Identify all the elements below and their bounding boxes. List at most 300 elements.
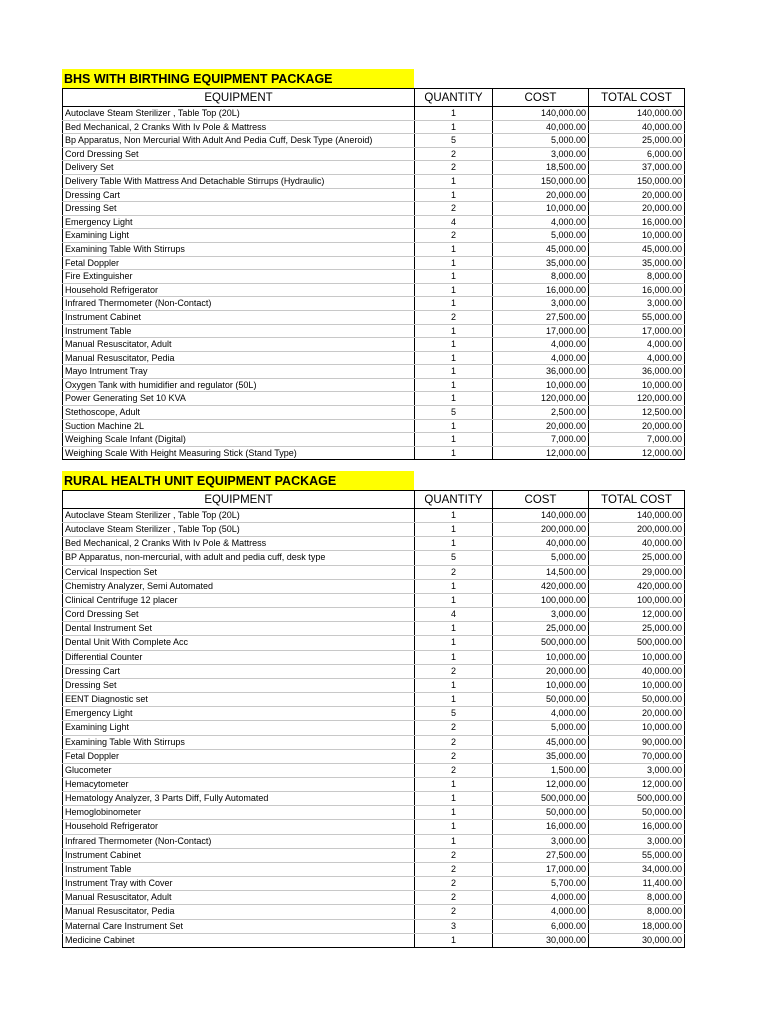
- quantity-cell: 2: [415, 749, 493, 763]
- total-cost-cell: 25,000.00: [589, 134, 685, 148]
- total-cost-cell: 8,000.00: [589, 891, 685, 905]
- cost-cell: 35,000.00: [493, 256, 589, 270]
- total-cost-cell: 150,000.00: [589, 174, 685, 188]
- total-cost-cell: 120,000.00: [589, 392, 685, 406]
- total-cost-cell: 3,000.00: [589, 763, 685, 777]
- quantity-cell: 1: [415, 174, 493, 188]
- total-cost-cell: 25,000.00: [589, 622, 685, 636]
- equipment-cell: Examining Table With Stirrups: [63, 242, 415, 256]
- cost-cell: 20,000.00: [493, 419, 589, 433]
- quantity-cell: 1: [415, 650, 493, 664]
- cost-cell: 3,000.00: [493, 297, 589, 311]
- total-cost-cell: 140,000.00: [589, 107, 685, 121]
- cost-cell: 27,500.00: [493, 310, 589, 324]
- table-row: [63, 107, 685, 121]
- equipment-cell: Manual Resuscitator, Pedia: [63, 905, 415, 919]
- cost-cell: 20,000.00: [493, 664, 589, 678]
- equipment-cell: Instrument Table: [63, 324, 415, 338]
- equipment-cell: Examining Light: [63, 721, 415, 735]
- quantity-cell: 1: [415, 622, 493, 636]
- table-row: [63, 735, 685, 749]
- header-total-cost: TOTAL COST: [589, 89, 685, 107]
- quantity-cell: 1: [415, 792, 493, 806]
- total-cost-cell: 55,000.00: [589, 848, 685, 862]
- table-row: [63, 763, 685, 777]
- table-row: [63, 608, 685, 622]
- total-cost-cell: 29,000.00: [589, 565, 685, 579]
- cost-cell: 140,000.00: [493, 107, 589, 121]
- total-cost-cell: 34,000.00: [589, 862, 685, 876]
- equipment-cell: Fetal Doppler: [63, 749, 415, 763]
- quantity-cell: 1: [415, 806, 493, 820]
- total-cost-cell: 10,000.00: [589, 229, 685, 243]
- table-row: [63, 419, 685, 433]
- total-cost-cell: 50,000.00: [589, 806, 685, 820]
- equipment-cell: Instrument Table: [63, 862, 415, 876]
- quantity-cell: 1: [415, 256, 493, 270]
- cost-cell: 50,000.00: [493, 693, 589, 707]
- quantity-cell: 4: [415, 608, 493, 622]
- table-row: [63, 862, 685, 876]
- equipment-cell: Instrument Cabinet: [63, 848, 415, 862]
- cost-cell: 4,000.00: [493, 905, 589, 919]
- cost-cell: 1,500.00: [493, 763, 589, 777]
- table-row: [63, 324, 685, 338]
- equipment-cell: Maternal Care Instrument Set: [63, 919, 415, 933]
- quantity-cell: 1: [415, 523, 493, 537]
- cost-cell: 4,000.00: [493, 891, 589, 905]
- cost-cell: 5,000.00: [493, 229, 589, 243]
- equipment-cell: EENT Diagnostic set: [63, 693, 415, 707]
- cost-cell: 100,000.00: [493, 593, 589, 607]
- cost-cell: 140,000.00: [493, 509, 589, 523]
- cost-cell: 50,000.00: [493, 806, 589, 820]
- equipment-cell: Chemistry Analyzer, Semi Automated: [63, 579, 415, 593]
- cost-cell: 25,000.00: [493, 622, 589, 636]
- table-row: [63, 446, 685, 460]
- table-row: [63, 664, 685, 678]
- section-title: BHS WITH BIRTHING EQUIPMENT PACKAGE: [62, 69, 414, 88]
- equipment-cell: Autoclave Steam Sterilizer , Table Top (20L): [63, 509, 415, 523]
- cost-cell: 10,000.00: [493, 202, 589, 216]
- table-row: [63, 749, 685, 763]
- quantity-cell: 1: [415, 693, 493, 707]
- quantity-cell: 1: [415, 509, 493, 523]
- quantity-cell: 1: [415, 107, 493, 121]
- table-row: [63, 215, 685, 229]
- quantity-cell: 1: [415, 351, 493, 365]
- quantity-cell: 1: [415, 593, 493, 607]
- quantity-cell: 2: [415, 202, 493, 216]
- equipment-cell: Weighing Scale With Height Measuring Stick (Stand Type): [63, 446, 415, 460]
- quantity-cell: 1: [415, 537, 493, 551]
- total-cost-cell: 16,000.00: [589, 820, 685, 834]
- total-cost-cell: 10,000.00: [589, 378, 685, 392]
- cost-cell: 4,000.00: [493, 351, 589, 365]
- total-cost-cell: 16,000.00: [589, 215, 685, 229]
- header-quantity: QUANTITY: [415, 89, 493, 107]
- quantity-cell: 5: [415, 551, 493, 565]
- equipment-cell: Cord Dressing Set: [63, 147, 415, 161]
- cost-cell: 16,000.00: [493, 820, 589, 834]
- total-cost-cell: 4,000.00: [589, 338, 685, 352]
- equipment-cell: Power Generating Set 10 KVA: [63, 392, 415, 406]
- table-row: [63, 283, 685, 297]
- equipment-table: [62, 490, 685, 948]
- total-cost-cell: 6,000.00: [589, 147, 685, 161]
- table-row: [63, 551, 685, 565]
- quantity-cell: 1: [415, 636, 493, 650]
- equipment-cell: Autoclave Steam Sterilizer , Table Top (50L): [63, 523, 415, 537]
- quantity-cell: 1: [415, 188, 493, 202]
- equipment-cell: Emergency Light: [63, 215, 415, 229]
- total-cost-cell: 90,000.00: [589, 735, 685, 749]
- cost-cell: 4,000.00: [493, 215, 589, 229]
- total-cost-cell: 50,000.00: [589, 693, 685, 707]
- quantity-cell: 5: [415, 406, 493, 420]
- equipment-cell: Oxygen Tank with humidifier and regulator (50L): [63, 378, 415, 392]
- equipment-cell: Hematology Analyzer, 3 Parts Diff, Fully Automated: [63, 792, 415, 806]
- table-row: [63, 721, 685, 735]
- table-row: [63, 622, 685, 636]
- quantity-cell: 2: [415, 229, 493, 243]
- quantity-cell: 2: [415, 310, 493, 324]
- table-row: [63, 523, 685, 537]
- equipment-cell: Bed Mechanical, 2 Cranks With Iv Pole & Mattress: [63, 537, 415, 551]
- quantity-cell: 2: [415, 877, 493, 891]
- quantity-cell: 1: [415, 297, 493, 311]
- table-row: [63, 120, 685, 134]
- table-row: [63, 174, 685, 188]
- equipment-cell: Hemacytometer: [63, 777, 415, 791]
- cost-cell: 500,000.00: [493, 636, 589, 650]
- equipment-cell: Dressing Cart: [63, 188, 415, 202]
- total-cost-cell: 4,000.00: [589, 351, 685, 365]
- equipment-cell: Bed Mechanical, 2 Cranks With Iv Pole & Mattress: [63, 120, 415, 134]
- equipment-cell: Instrument Tray with Cover: [63, 877, 415, 891]
- total-cost-cell: 18,000.00: [589, 919, 685, 933]
- total-cost-cell: 3,000.00: [589, 297, 685, 311]
- table-row: [63, 406, 685, 420]
- bhs-equipment-section: [62, 69, 684, 460]
- quantity-cell: 2: [415, 891, 493, 905]
- equipment-cell: Delivery Table With Mattress And Detachable Stirrups (Hydraulic): [63, 174, 415, 188]
- equipment-cell: Medicine Cabinet: [63, 933, 415, 947]
- total-cost-cell: 30,000.00: [589, 933, 685, 947]
- quantity-cell: 1: [415, 678, 493, 692]
- total-cost-cell: 12,500.00: [589, 406, 685, 420]
- total-cost-cell: 20,000.00: [589, 202, 685, 216]
- table-row: [63, 693, 685, 707]
- table-row: [63, 433, 685, 447]
- equipment-cell: Infrared Thermometer (Non-Contact): [63, 834, 415, 848]
- total-cost-cell: 7,000.00: [589, 433, 685, 447]
- table-row: [63, 877, 685, 891]
- section-title: RURAL HEALTH UNIT EQUIPMENT PACKAGE: [62, 471, 414, 490]
- table-row: [63, 777, 685, 791]
- quantity-cell: 1: [415, 777, 493, 791]
- table-row: [63, 256, 685, 270]
- quantity-cell: 2: [415, 721, 493, 735]
- header-cost: COST: [493, 89, 589, 107]
- cost-cell: 500,000.00: [493, 792, 589, 806]
- equipment-cell: Suction Machine 2L: [63, 419, 415, 433]
- header-equipment: EQUIPMENT: [63, 89, 415, 107]
- table-row: [63, 188, 685, 202]
- total-cost-cell: 45,000.00: [589, 242, 685, 256]
- total-cost-cell: 10,000.00: [589, 650, 685, 664]
- cost-cell: 120,000.00: [493, 392, 589, 406]
- equipment-cell: Household Refrigerator: [63, 820, 415, 834]
- equipment-cell: Instrument Cabinet: [63, 310, 415, 324]
- cost-cell: 5,700.00: [493, 877, 589, 891]
- cost-cell: 8,000.00: [493, 270, 589, 284]
- quantity-cell: 1: [415, 283, 493, 297]
- quantity-cell: 1: [415, 270, 493, 284]
- equipment-cell: Autoclave Steam Sterilizer , Table Top (20L): [63, 107, 415, 121]
- table-row: [63, 565, 685, 579]
- total-cost-cell: 35,000.00: [589, 256, 685, 270]
- quantity-cell: 1: [415, 120, 493, 134]
- total-cost-cell: 17,000.00: [589, 324, 685, 338]
- table-row: [63, 678, 685, 692]
- total-cost-cell: 20,000.00: [589, 707, 685, 721]
- equipment-cell: Dental Unit With Complete Acc: [63, 636, 415, 650]
- table-row: [63, 310, 685, 324]
- quantity-cell: 1: [415, 579, 493, 593]
- quantity-cell: 1: [415, 338, 493, 352]
- table-row: [63, 919, 685, 933]
- equipment-cell: Fetal Doppler: [63, 256, 415, 270]
- cost-cell: 10,000.00: [493, 650, 589, 664]
- cost-cell: 3,000.00: [493, 147, 589, 161]
- total-cost-cell: 3,000.00: [589, 834, 685, 848]
- equipment-cell: Infrared Thermometer (Non-Contact): [63, 297, 415, 311]
- table-row: [63, 792, 685, 806]
- equipment-cell: Emergency Light: [63, 707, 415, 721]
- cost-cell: 45,000.00: [493, 242, 589, 256]
- total-cost-cell: 12,000.00: [589, 446, 685, 460]
- table-row: [63, 593, 685, 607]
- quantity-cell: 1: [415, 433, 493, 447]
- cost-cell: 3,000.00: [493, 834, 589, 848]
- total-cost-cell: 70,000.00: [589, 749, 685, 763]
- table-row: [63, 378, 685, 392]
- equipment-cell: Cervical Inspection Set: [63, 565, 415, 579]
- cost-cell: 4,000.00: [493, 707, 589, 721]
- table-row: [63, 806, 685, 820]
- cost-cell: 2,500.00: [493, 406, 589, 420]
- header-quantity: QUANTITY: [415, 491, 493, 509]
- cost-cell: 200,000.00: [493, 523, 589, 537]
- cost-cell: 5,000.00: [493, 134, 589, 148]
- rhu-equipment-section: [62, 471, 684, 948]
- total-cost-cell: 55,000.00: [589, 310, 685, 324]
- total-cost-cell: 140,000.00: [589, 509, 685, 523]
- cost-cell: 40,000.00: [493, 537, 589, 551]
- cost-cell: 40,000.00: [493, 120, 589, 134]
- equipment-cell: Fire Extinguisher: [63, 270, 415, 284]
- table-row: [63, 891, 685, 905]
- table-row: [63, 338, 685, 352]
- quantity-cell: 1: [415, 834, 493, 848]
- total-cost-cell: 11,400.00: [589, 877, 685, 891]
- equipment-cell: Dressing Cart: [63, 664, 415, 678]
- equipment-cell: Examining Light: [63, 229, 415, 243]
- cost-cell: 16,000.00: [493, 283, 589, 297]
- cost-cell: 10,000.00: [493, 678, 589, 692]
- cost-cell: 150,000.00: [493, 174, 589, 188]
- equipment-cell: Manual Resuscitator, Adult: [63, 338, 415, 352]
- equipment-cell: Dressing Set: [63, 678, 415, 692]
- quantity-cell: 1: [415, 378, 493, 392]
- cost-cell: 14,500.00: [493, 565, 589, 579]
- table-row: [63, 579, 685, 593]
- cost-cell: 20,000.00: [493, 188, 589, 202]
- table-row: [63, 392, 685, 406]
- equipment-cell: Delivery Set: [63, 161, 415, 175]
- equipment-cell: Dental Instrument Set: [63, 622, 415, 636]
- total-cost-cell: 12,000.00: [589, 608, 685, 622]
- table-row: [63, 650, 685, 664]
- table-row: [63, 834, 685, 848]
- table-row: [63, 636, 685, 650]
- table-row: [63, 509, 685, 523]
- equipment-cell: Examining Table With Stirrups: [63, 735, 415, 749]
- total-cost-cell: 12,000.00: [589, 777, 685, 791]
- cost-cell: 12,000.00: [493, 777, 589, 791]
- total-cost-cell: 40,000.00: [589, 120, 685, 134]
- total-cost-cell: 200,000.00: [589, 523, 685, 537]
- cost-cell: 30,000.00: [493, 933, 589, 947]
- quantity-cell: 1: [415, 446, 493, 460]
- table-row: [63, 297, 685, 311]
- total-cost-cell: 10,000.00: [589, 678, 685, 692]
- header-equipment: EQUIPMENT: [63, 491, 415, 509]
- quantity-cell: 2: [415, 664, 493, 678]
- cost-cell: 12,000.00: [493, 446, 589, 460]
- cost-cell: 10,000.00: [493, 378, 589, 392]
- total-cost-cell: 40,000.00: [589, 537, 685, 551]
- table-row: [63, 820, 685, 834]
- equipment-cell: BP Apparatus, non-mercurial, with adult and pedia cuff, desk type: [63, 551, 415, 565]
- cost-cell: 4,000.00: [493, 338, 589, 352]
- quantity-cell: 2: [415, 763, 493, 777]
- total-cost-cell: 500,000.00: [589, 792, 685, 806]
- equipment-cell: Manual Resuscitator, Pedia: [63, 351, 415, 365]
- cost-cell: 17,000.00: [493, 324, 589, 338]
- cost-cell: 420,000.00: [493, 579, 589, 593]
- table-row: [63, 161, 685, 175]
- total-cost-cell: 100,000.00: [589, 593, 685, 607]
- equipment-cell: Glucometer: [63, 763, 415, 777]
- cost-cell: 18,500.00: [493, 161, 589, 175]
- equipment-cell: Hemoglobinometer: [63, 806, 415, 820]
- equipment-table: [62, 88, 685, 460]
- table-row: [63, 351, 685, 365]
- table-row: [63, 707, 685, 721]
- equipment-cell: Cord Dressing Set: [63, 608, 415, 622]
- quantity-cell: 1: [415, 933, 493, 947]
- total-cost-cell: 8,000.00: [589, 905, 685, 919]
- header-total-cost: TOTAL COST: [589, 491, 685, 509]
- quantity-cell: 3: [415, 919, 493, 933]
- quantity-cell: 2: [415, 735, 493, 749]
- total-cost-cell: 36,000.00: [589, 365, 685, 379]
- total-cost-cell: 10,000.00: [589, 721, 685, 735]
- quantity-cell: 2: [415, 905, 493, 919]
- cost-cell: 35,000.00: [493, 749, 589, 763]
- total-cost-cell: 20,000.00: [589, 419, 685, 433]
- cost-cell: 3,000.00: [493, 608, 589, 622]
- quantity-cell: 1: [415, 242, 493, 256]
- total-cost-cell: 8,000.00: [589, 270, 685, 284]
- table-row: [63, 848, 685, 862]
- table-row: [63, 905, 685, 919]
- quantity-cell: 2: [415, 862, 493, 876]
- quantity-cell: 1: [415, 365, 493, 379]
- table-row: [63, 365, 685, 379]
- cost-cell: 7,000.00: [493, 433, 589, 447]
- total-cost-cell: 25,000.00: [589, 551, 685, 565]
- equipment-cell: Stethoscope, Adult: [63, 406, 415, 420]
- cost-cell: 36,000.00: [493, 365, 589, 379]
- equipment-cell: Differential Counter: [63, 650, 415, 664]
- equipment-cell: Bp Apparatus, Non Mercurial With Adult And Pedia Cuff, Desk Type (Aneroid): [63, 134, 415, 148]
- total-cost-cell: 500,000.00: [589, 636, 685, 650]
- cost-cell: 5,000.00: [493, 721, 589, 735]
- quantity-cell: 2: [415, 848, 493, 862]
- cost-cell: 17,000.00: [493, 862, 589, 876]
- quantity-cell: 1: [415, 820, 493, 834]
- total-cost-cell: 16,000.00: [589, 283, 685, 297]
- quantity-cell: 1: [415, 392, 493, 406]
- total-cost-cell: 40,000.00: [589, 664, 685, 678]
- total-cost-cell: 20,000.00: [589, 188, 685, 202]
- equipment-cell: Household Refrigerator: [63, 283, 415, 297]
- quantity-cell: 5: [415, 134, 493, 148]
- table-row: [63, 202, 685, 216]
- quantity-cell: 2: [415, 565, 493, 579]
- equipment-cell: Weighing Scale Infant (Digital): [63, 433, 415, 447]
- table-header-row: [63, 89, 685, 107]
- equipment-cell: Clinical Centrifuge 12 placer: [63, 593, 415, 607]
- table-row: [63, 537, 685, 551]
- cost-cell: 27,500.00: [493, 848, 589, 862]
- quantity-cell: 5: [415, 707, 493, 721]
- equipment-cell: Mayo Intrument Tray: [63, 365, 415, 379]
- quantity-cell: 2: [415, 147, 493, 161]
- quantity-cell: 4: [415, 215, 493, 229]
- cost-cell: 45,000.00: [493, 735, 589, 749]
- cost-cell: 5,000.00: [493, 551, 589, 565]
- table-row: [63, 147, 685, 161]
- header-cost: COST: [493, 491, 589, 509]
- table-header-row: [63, 491, 685, 509]
- total-cost-cell: 420,000.00: [589, 579, 685, 593]
- table-row: [63, 229, 685, 243]
- cost-cell: 6,000.00: [493, 919, 589, 933]
- table-row: [63, 933, 685, 947]
- quantity-cell: 1: [415, 324, 493, 338]
- quantity-cell: 2: [415, 161, 493, 175]
- equipment-cell: Manual Resuscitator, Adult: [63, 891, 415, 905]
- equipment-cell: Dressing Set: [63, 202, 415, 216]
- table-row: [63, 134, 685, 148]
- table-row: [63, 242, 685, 256]
- quantity-cell: 1: [415, 419, 493, 433]
- table-row: [63, 270, 685, 284]
